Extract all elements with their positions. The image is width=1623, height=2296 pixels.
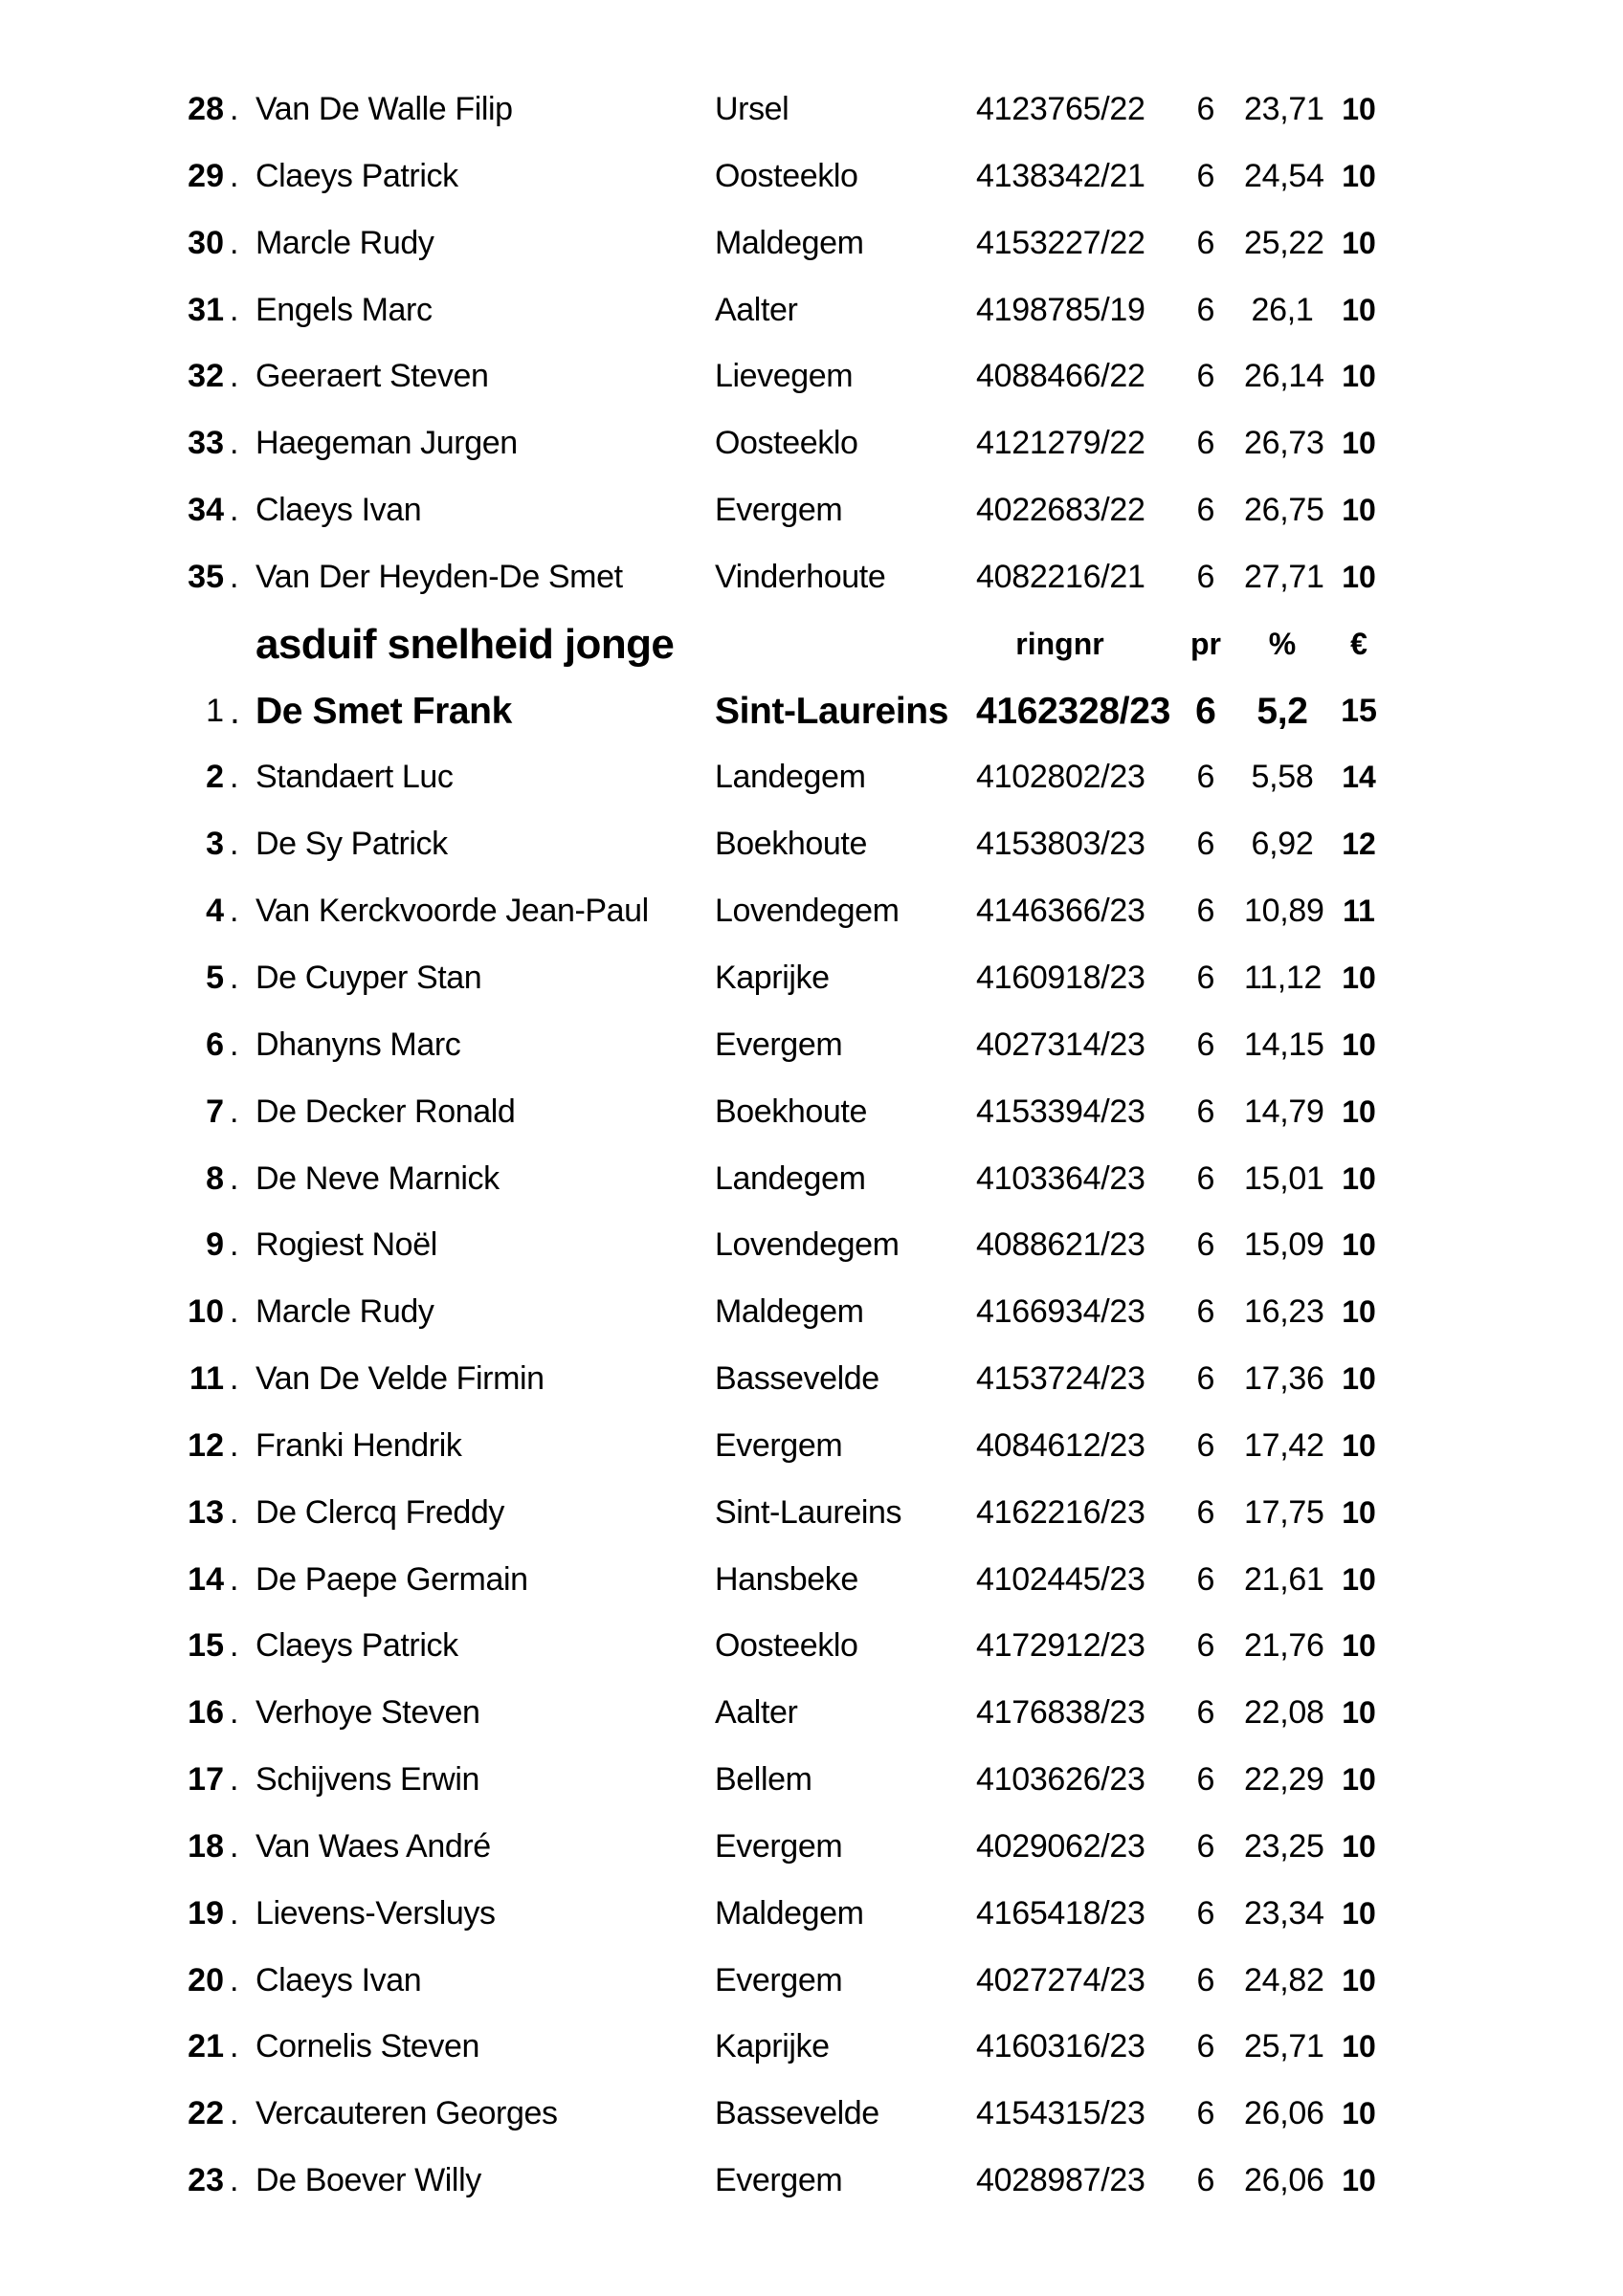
rank: 11	[189, 1360, 224, 1398]
city: Aalter	[715, 1694, 798, 1732]
fancier-name: De Paepe Germain	[256, 1560, 528, 1598]
pigeons-count: 6	[1196, 2095, 1215, 2132]
rank-separator: .	[230, 1894, 239, 1932]
pigeons-count: 6	[1196, 1360, 1215, 1398]
city: Oosteeklo	[715, 425, 858, 462]
section-title: asduif snelheid jonge	[256, 620, 675, 668]
rank-separator: .	[230, 558, 239, 595]
fancier-name: Franki Hendrik	[256, 1426, 462, 1464]
pigeons-count: 6	[1196, 492, 1215, 529]
rank-separator: .	[230, 826, 239, 863]
percentage: 14,15	[1244, 1026, 1324, 1063]
rank: 14	[188, 1560, 224, 1598]
prize-euro: 10	[1342, 1895, 1376, 1931]
city: Oosteeklo	[715, 1627, 858, 1665]
ring-number: 4198785/19	[976, 291, 1145, 328]
rank-separator: .	[230, 1093, 239, 1130]
rank-separator: .	[230, 224, 239, 261]
rank: 8	[206, 1159, 224, 1197]
result-row	[0, 1079, 1623, 1146]
pigeons-count: 6	[1196, 826, 1215, 863]
ring-number: 4103364/23	[976, 1159, 1145, 1197]
fancier-name: Lievens-Versluys	[256, 1894, 496, 1932]
city: Vinderhoute	[715, 558, 886, 595]
rank: 28	[188, 91, 224, 127]
percentage: 25,22	[1244, 224, 1324, 261]
percentage: 26,06	[1244, 2095, 1324, 2132]
fancier-name: Cornelis Steven	[256, 2028, 480, 2065]
pigeons-count: 6	[1196, 1426, 1215, 1464]
rank: 5	[206, 959, 224, 996]
ring-number: 4103626/23	[976, 1761, 1145, 1799]
rank-separator: .	[230, 1560, 239, 1598]
column-header-percent: %	[1268, 626, 1297, 661]
rank: 15	[188, 1627, 224, 1665]
pigeons-count: 6	[1196, 759, 1215, 796]
fancier-name: De Decker Ronald	[256, 1093, 516, 1130]
city: Boekhoute	[715, 826, 867, 863]
city: Lovendegem	[715, 1226, 900, 1264]
prize-euro: 10	[1342, 1227, 1376, 1263]
ring-number: 4102445/23	[976, 1560, 1145, 1598]
fancier-name: Van De Walle Filip	[256, 91, 513, 127]
ring-number: 4153394/23	[976, 1093, 1145, 1130]
fancier-name: De Cuyper Stan	[256, 959, 482, 996]
prize-euro: 10	[1342, 1494, 1376, 1530]
rank-separator: .	[230, 157, 239, 194]
pigeons-count: 6	[1196, 91, 1215, 127]
result-row	[0, 544, 1623, 611]
ring-number: 4029062/23	[976, 1827, 1145, 1865]
rank-separator: .	[230, 492, 239, 529]
fancier-name: Claeys Patrick	[256, 1627, 458, 1665]
prize-euro: 10	[1342, 426, 1376, 461]
rank: 31	[188, 291, 224, 328]
fancier-name: Haegeman Jurgen	[256, 425, 518, 462]
rank: 18	[188, 1827, 224, 1865]
result-row	[0, 1948, 1623, 2015]
city: Evergem	[715, 1026, 843, 1063]
result-row	[0, 1212, 1623, 1279]
city: Landegem	[715, 759, 866, 796]
rank-separator: .	[230, 1493, 239, 1531]
rank: 32	[188, 358, 224, 395]
city: Lievegem	[715, 358, 854, 395]
rank: 21	[188, 2028, 224, 2065]
pigeons-count: 6	[1196, 1226, 1215, 1264]
prize-euro: 10	[1342, 1427, 1376, 1463]
ring-number: 4153803/23	[976, 826, 1145, 863]
ring-number: 4123765/22	[976, 91, 1145, 127]
city: Ursel	[715, 91, 789, 127]
ring-number: 4153724/23	[976, 1360, 1145, 1398]
ring-number: 4022683/22	[976, 492, 1145, 529]
percentage: 23,34	[1244, 1894, 1324, 1932]
rank: 13	[188, 1493, 224, 1531]
city: Evergem	[715, 492, 843, 529]
ring-number: 4160918/23	[976, 959, 1145, 996]
fancier-name: Dhanyns Marc	[256, 1026, 461, 1063]
rank-separator: .	[230, 1761, 239, 1799]
fancier-name: Vercauteren Georges	[256, 2095, 558, 2132]
rank-separator: .	[230, 2162, 239, 2199]
prize-euro: 10	[1342, 225, 1376, 260]
rank: 17	[188, 1761, 224, 1799]
pigeons-count: 6	[1196, 1961, 1215, 1998]
prize-euro: 10	[1342, 493, 1376, 528]
rank: 23	[188, 2162, 224, 2199]
rank: 10	[188, 1293, 224, 1331]
fancier-name: De Neve Marnick	[256, 1159, 500, 1197]
result-row	[0, 477, 1623, 544]
fancier-name: Van De Velde Firmin	[256, 1360, 545, 1398]
city: Bassevelde	[715, 1360, 879, 1398]
ring-number: 4088621/23	[976, 1226, 1145, 1264]
city: Boekhoute	[715, 1093, 867, 1130]
percentage: 23,71	[1244, 91, 1324, 127]
result-row	[0, 1480, 1623, 1547]
percentage: 5,2	[1256, 690, 1308, 732]
city: Bassevelde	[715, 2095, 879, 2132]
ring-number: 4028987/23	[976, 2162, 1145, 2199]
column-header-pr: pr	[1190, 626, 1221, 661]
percentage: 14,79	[1244, 1093, 1324, 1130]
rank: 30	[188, 224, 224, 261]
percentage: 25,71	[1244, 2028, 1324, 2065]
rank: 3	[206, 826, 224, 863]
ring-number: 4082216/21	[976, 558, 1145, 595]
percentage: 22,29	[1244, 1761, 1324, 1799]
result-row	[0, 1747, 1623, 1814]
result-row	[0, 2081, 1623, 2148]
fancier-name: Marcle Rudy	[256, 224, 434, 261]
result-row	[0, 343, 1623, 410]
prize-euro: 10	[1342, 960, 1376, 995]
rank: 4	[206, 893, 224, 930]
city: Evergem	[715, 1961, 843, 1998]
pigeons-count: 6	[1196, 2028, 1215, 2065]
fancier-name: Van Kerckvoorde Jean-Paul	[256, 893, 649, 930]
rank: 34	[188, 492, 224, 529]
percentage: 17,75	[1244, 1493, 1324, 1531]
result-row	[0, 1613, 1623, 1680]
city: Bellem	[715, 1761, 812, 1799]
fancier-name: De Boever Willy	[256, 2162, 481, 2199]
ring-number: 4084612/23	[976, 1426, 1145, 1464]
ring-number: 4102802/23	[976, 759, 1145, 796]
percentage: 15,09	[1244, 1226, 1324, 1264]
fancier-name: Rogiest Noël	[256, 1226, 437, 1264]
rank-separator: .	[230, 1627, 239, 1665]
pigeons-count: 6	[1196, 425, 1215, 462]
ring-number: 4162328/23	[976, 690, 1171, 732]
fancier-name: Claeys Ivan	[256, 492, 422, 529]
rank-separator: .	[230, 759, 239, 796]
pigeons-count: 6	[1196, 1694, 1215, 1732]
fancier-name: Verhoye Steven	[256, 1694, 480, 1732]
prize-euro: 10	[1342, 1027, 1376, 1062]
prize-euro: 10	[1342, 1695, 1376, 1731]
result-row	[0, 1279, 1623, 1346]
result-row	[0, 945, 1623, 1012]
percentage: 11,12	[1244, 959, 1323, 996]
percentage: 26,1	[1251, 291, 1314, 328]
pigeons-count: 6	[1196, 1293, 1215, 1331]
rank: 9	[206, 1226, 224, 1264]
jonge-section-rows	[0, 678, 1623, 2215]
pigeons-count: 6	[1196, 1627, 1215, 1665]
rank-separator: .	[230, 1026, 239, 1063]
city: Kaprijke	[715, 959, 830, 996]
city: Kaprijke	[715, 2028, 830, 2065]
fancier-name: Claeys Ivan	[256, 1961, 422, 1998]
rank-separator: .	[230, 959, 239, 996]
rank-separator: .	[230, 893, 239, 930]
pigeons-count: 6	[1195, 690, 1216, 732]
city: Aalter	[715, 291, 798, 328]
ring-number: 4176838/23	[976, 1694, 1145, 1732]
city: Lovendegem	[715, 893, 900, 930]
result-row	[0, 2148, 1623, 2215]
prize-euro: 10	[1342, 1828, 1376, 1864]
prize-euro: 10	[1342, 559, 1376, 594]
prize-euro: 10	[1342, 1093, 1376, 1129]
prize-euro: 10	[1342, 2029, 1376, 2064]
fancier-name: De Clercq Freddy	[256, 1493, 505, 1531]
pigeons-count: 6	[1196, 2162, 1215, 2199]
rank-separator: .	[230, 2095, 239, 2132]
percentage: 26,75	[1244, 492, 1324, 529]
pigeons-count: 6	[1196, 1560, 1215, 1598]
previous-section-rows	[0, 77, 1623, 611]
percentage: 10,89	[1244, 893, 1324, 930]
rank-separator: .	[230, 1961, 239, 1998]
rank-separator: .	[230, 690, 240, 732]
rank: 7	[206, 1093, 224, 1130]
city: Evergem	[715, 1426, 843, 1464]
ring-number: 4027274/23	[976, 1961, 1145, 1998]
prize-euro: 10	[1342, 1628, 1376, 1664]
rank-separator: .	[230, 358, 239, 395]
rank: 6	[206, 1026, 224, 1063]
result-row	[0, 277, 1623, 344]
percentage: 15,01	[1244, 1159, 1324, 1197]
rank-separator: .	[230, 1827, 239, 1865]
section-header	[0, 611, 1623, 678]
rank: 12	[188, 1426, 224, 1464]
ring-number: 4121279/22	[976, 425, 1145, 462]
prize-euro: 14	[1342, 760, 1376, 795]
pigeons-count: 6	[1196, 1827, 1215, 1865]
result-row	[0, 1814, 1623, 1881]
percentage: 17,36	[1244, 1360, 1324, 1398]
result-row	[0, 1547, 1623, 1614]
pigeons-count: 6	[1196, 1026, 1215, 1063]
pigeons-count: 6	[1196, 224, 1215, 261]
prize-euro: 10	[1342, 1561, 1376, 1597]
prize-euro: 10	[1342, 2163, 1376, 2198]
city: Maldegem	[715, 1293, 864, 1331]
result-row	[0, 1146, 1623, 1213]
pigeons-count: 6	[1196, 291, 1215, 328]
city: Evergem	[715, 1827, 843, 1865]
rank-separator: .	[230, 1293, 239, 1331]
result-row-winner	[0, 678, 1623, 745]
pigeons-count: 6	[1196, 959, 1215, 996]
ring-number: 4166934/23	[976, 1293, 1145, 1331]
result-row	[0, 410, 1623, 477]
pigeons-count: 6	[1196, 558, 1215, 595]
percentage: 26,73	[1244, 425, 1324, 462]
rank-separator: .	[230, 1694, 239, 1732]
rank: 22	[188, 2095, 224, 2132]
rank: 16	[188, 1694, 224, 1732]
prize-euro: 12	[1342, 827, 1376, 862]
rank-separator: .	[230, 1159, 239, 1197]
column-header-euro: €	[1350, 626, 1367, 661]
rank: 2	[206, 759, 224, 796]
prize-euro: 10	[1342, 1762, 1376, 1798]
result-row	[0, 1413, 1623, 1480]
ring-number: 4138342/21	[976, 157, 1145, 194]
prize-euro: 15	[1341, 692, 1377, 729]
result-row	[0, 744, 1623, 811]
fancier-name: Van Der Heyden-De Smet	[256, 558, 623, 595]
rank: 1	[206, 692, 224, 729]
pigeons-count: 6	[1196, 1159, 1215, 1197]
percentage: 21,61	[1244, 1560, 1324, 1598]
percentage: 22,08	[1244, 1694, 1324, 1732]
percentage: 17,42	[1244, 1426, 1324, 1464]
percentage: 26,06	[1244, 2162, 1324, 2199]
prize-euro: 10	[1342, 92, 1376, 126]
fancier-name: Engels Marc	[256, 291, 433, 328]
result-row	[0, 1012, 1623, 1079]
fancier-name: De Smet Frank	[256, 690, 512, 732]
rank-separator: .	[230, 1426, 239, 1464]
fancier-name: Van Waes André	[256, 1827, 491, 1865]
pigeons-count: 6	[1196, 1761, 1215, 1799]
rank-separator: .	[230, 425, 239, 462]
results-page	[0, 77, 1623, 2215]
fancier-name: Marcle Rudy	[256, 1293, 434, 1331]
city: Sint-Laureins	[715, 1493, 902, 1531]
rank: 19	[188, 1894, 224, 1932]
result-row	[0, 1680, 1623, 1747]
fancier-name: Claeys Patrick	[256, 157, 458, 194]
city: Evergem	[715, 2162, 843, 2199]
prize-euro: 10	[1342, 2096, 1376, 2131]
prize-euro: 10	[1342, 1294, 1376, 1330]
ring-number: 4172912/23	[976, 1627, 1145, 1665]
prize-euro: 10	[1342, 292, 1376, 327]
rank-separator: .	[230, 1226, 239, 1264]
ring-number: 4027314/23	[976, 1026, 1145, 1063]
percentage: 27,71	[1244, 558, 1324, 595]
rank-separator: .	[230, 1360, 239, 1398]
ring-number: 4146366/23	[976, 893, 1145, 930]
percentage: 5,58	[1251, 759, 1314, 796]
prize-euro: 11	[1343, 894, 1375, 929]
result-row	[0, 2014, 1623, 2081]
percentage: 21,76	[1244, 1627, 1324, 1665]
percentage: 26,14	[1244, 358, 1324, 395]
pigeons-count: 6	[1196, 358, 1215, 395]
pigeons-count: 6	[1196, 1894, 1215, 1932]
rank-separator: .	[230, 291, 239, 328]
prize-euro: 10	[1342, 158, 1376, 193]
prize-euro: 10	[1342, 1160, 1376, 1196]
fancier-name: Schijvens Erwin	[256, 1761, 479, 1799]
percentage: 24,82	[1244, 1961, 1324, 1998]
city: Sint-Laureins	[715, 690, 948, 732]
rank: 20	[188, 1961, 224, 1998]
result-row	[0, 878, 1623, 945]
city: Maldegem	[715, 224, 864, 261]
prize-euro: 10	[1342, 1962, 1376, 1998]
ring-number: 4162216/23	[976, 1493, 1145, 1531]
result-row	[0, 1346, 1623, 1413]
ring-number: 4154315/23	[976, 2095, 1145, 2132]
city: Hansbeke	[715, 1560, 858, 1598]
pigeons-count: 6	[1196, 1093, 1215, 1130]
result-row	[0, 210, 1623, 277]
result-row	[0, 1881, 1623, 1948]
result-row	[0, 811, 1623, 878]
rank: 33	[188, 425, 224, 462]
column-header-ringnr: ringnr	[1015, 626, 1104, 661]
rank-separator: .	[230, 2028, 239, 2065]
ring-number: 4160316/23	[976, 2028, 1145, 2065]
fancier-name: De Sy Patrick	[256, 826, 448, 863]
ring-number: 4165418/23	[976, 1894, 1145, 1932]
pigeons-count: 6	[1196, 893, 1215, 930]
result-row	[0, 77, 1623, 144]
ring-number: 4088466/22	[976, 358, 1145, 395]
fancier-name: Standaert Luc	[256, 759, 454, 796]
percentage: 24,54	[1244, 157, 1324, 194]
pigeons-count: 6	[1196, 1493, 1215, 1531]
percentage: 23,25	[1244, 1827, 1324, 1865]
result-row	[0, 144, 1623, 210]
pigeons-count: 6	[1196, 157, 1215, 194]
city: Landegem	[715, 1159, 866, 1197]
prize-euro: 10	[1342, 1361, 1376, 1397]
prize-euro: 10	[1342, 359, 1376, 394]
ring-number: 4153227/22	[976, 224, 1145, 261]
rank: 35	[188, 558, 224, 595]
percentage: 6,92	[1251, 826, 1314, 863]
city: Oosteeklo	[715, 157, 858, 194]
rank-separator: .	[230, 91, 239, 127]
fancier-name: Geeraert Steven	[256, 358, 489, 395]
city: Maldegem	[715, 1894, 864, 1932]
percentage: 16,23	[1244, 1293, 1324, 1331]
rank: 29	[188, 157, 224, 194]
